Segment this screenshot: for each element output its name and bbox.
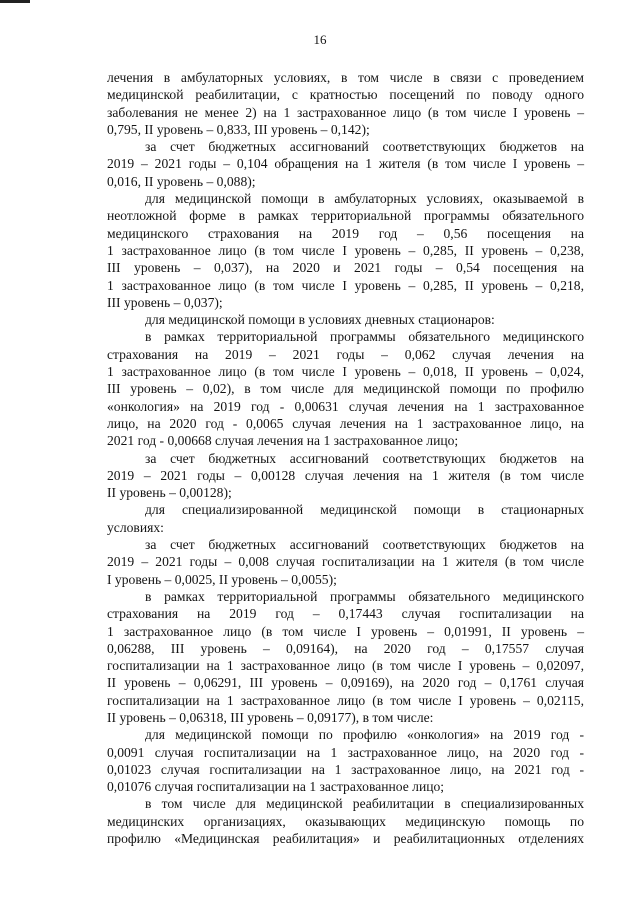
text-line: 1 застрахованное лицо (в том числе I уровень – 0,018, II уровень – 0,024, — [107, 364, 584, 380]
text-line: 0,01023 случая госпитализации на 1 застрахованное лицо, на 2021 год - — [107, 761, 584, 777]
text-line: 2019 – 2021 годы – 0,008 случая госпитализации на 1 жителя (в том числе — [107, 554, 584, 570]
text-line: профилю «Медицинская реабилитация» и реабилитационных отделениях — [107, 831, 584, 847]
text-line: медицинского страхования на 2019 год – 0,56 посещения на — [107, 225, 584, 241]
text-line: 1 застрахованное лицо (в том числе I уровень – 0,285, II уровень – 0,238, — [107, 242, 584, 258]
text-line: II уровень – 0,06318, III уровень – 0,09177), в том числе: — [107, 709, 434, 725]
page-number: 16 — [313, 32, 327, 47]
text-line: «онкология» на 2019 год - 0,00631 случая лечения на 1 застрахованное — [107, 398, 584, 414]
text-line: III уровень – 0,02), в том числе для медицинской помощи по профилю — [107, 381, 584, 397]
text-line: III уровень – 0,037); — [107, 294, 223, 310]
text-line: госпитализации на 1 застрахованное лицо (в том числе I уровень – 0,02115, — [107, 692, 584, 708]
text-line: III уровень – 0,037), на 2020 и 2021 годы – 0,54 посещения на — [107, 260, 584, 276]
text-line: 2019 – 2021 годы – 0,104 обращения на 1 жителя (в том числе I уровень – — [107, 156, 584, 172]
text-line: в том числе для медицинской реабилитации в специализированных — [145, 796, 584, 812]
text-line: медицинской реабилитации, с кратностью посещений по поводу одного — [107, 87, 584, 103]
text-line: за счет бюджетных ассигнований соответствующих бюджетов на — [145, 139, 584, 155]
text-line: лечения в амбулаторных условиях, в том числе в связи с проведением — [107, 70, 584, 85]
body-text — [107, 69, 584, 847]
text-line: неотложной форме в рамках территориальной программы обязательного — [107, 208, 584, 224]
text-line: 0,01076 случая госпитализации на 1 застрахованное лицо; — [107, 779, 445, 795]
text-line: в рамках территориальной программы обязательного медицинского — [145, 588, 584, 604]
text-line: в рамках территориальной программы обязательного медицинского — [145, 329, 584, 345]
text-line: 1 застрахованное лицо (в том числе I уровень – 0,01991, II уровень – — [107, 623, 584, 639]
text-line: за счет бюджетных ассигнований соответствующих бюджетов на — [145, 450, 584, 466]
text-line: лицо, на 2020 год - 0,0065 случая лечения на 1 застрахованное лицо, на — [107, 415, 584, 431]
text-line: 0,0091 случая госпитализации на 1 застрахованное лицо, на 2020 год - — [107, 744, 584, 760]
text-line: 2019 – 2021 годы – 0,00128 случая лечения на 1 жителя (в том числе — [107, 467, 584, 483]
text-line: страхования на 2019 – 2021 годы – 0,062 случая лечения на — [107, 346, 584, 362]
text-line: II уровень – 0,06291, III уровень – 0,09169), на 2020 год – 0,1761 случая — [107, 675, 584, 691]
text-line: 2021 год - 0,00668 случая лечения на 1 застрахованное лицо; — [107, 433, 459, 449]
text-line: за счет бюджетных ассигнований соответствующих бюджетов на — [145, 537, 584, 553]
text-line: I уровень – 0,0025, II уровень – 0,0055); — [107, 571, 337, 587]
text-line: госпитализации на 1 застрахованное лицо (в том числе I уровень – 0,02097, — [107, 658, 584, 674]
scan-corner-mark — [0, 0, 30, 3]
text-line: 1 застрахованное лицо (в том числе I уровень – 0,285, II уровень – 0,218, — [107, 277, 584, 293]
text-line: 0,06288, III уровень – 0,09164), на 2020 год – 0,17557 случая — [107, 640, 584, 656]
text-line: 0,795, II уровень – 0,833, III уровень – 0,142); — [107, 121, 370, 137]
text-line: II уровень – 0,00128); — [107, 485, 232, 501]
text-line: страхования на 2019 год – 0,17443 случая госпитализации на — [107, 606, 584, 622]
text-line: для медицинской помощи в амбулаторных условиях, оказываемой в — [145, 191, 584, 207]
text-line: медицинских организациях, оказывающих медицинскую помощь по — [107, 813, 584, 829]
text-line: заболевания не менее 2) на 1 застрахованное лицо (в том числе I уровень – — [107, 104, 584, 120]
text-line: для специализированной медицинской помощи в стационарных — [145, 502, 584, 518]
text-line: для медицинской помощи в условиях дневных стационаров: — [145, 312, 495, 328]
text-line: для медицинской помощи по профилю «онкология» на 2019 год - — [145, 727, 584, 743]
text-line: 0,016, II уровень – 0,088); — [107, 173, 256, 189]
text-line: условиях: — [107, 519, 164, 535]
